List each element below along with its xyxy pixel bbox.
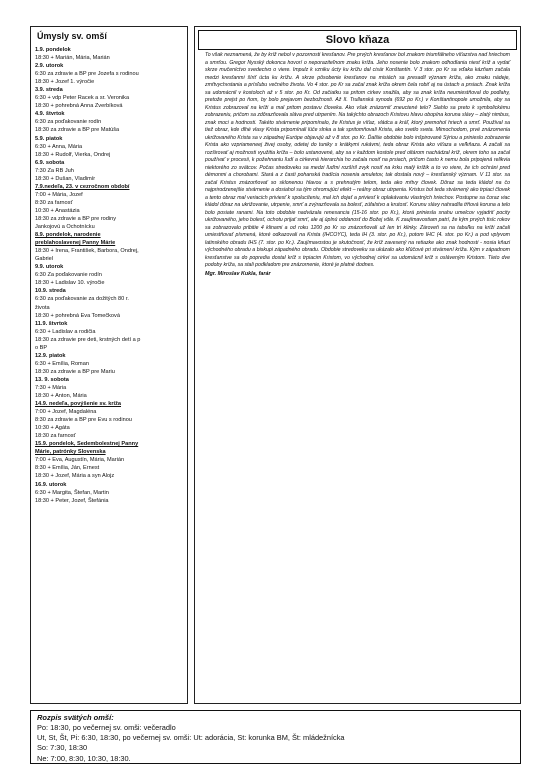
day-heading: 1.9. pondelok <box>35 47 71 53</box>
article-title: Slovo kňaza <box>325 34 390 46</box>
mass-intentions-list <box>35 46 183 505</box>
intention-line: 18:30 + Peter, Jozef, Štefánia <box>35 497 109 504</box>
intention-line: 18:30 + Jozef, Mária a syn Alojz <box>35 473 115 480</box>
intention-line: 6:30 za poďakovanie za dožitých 80 r. <box>35 296 129 303</box>
intention-line: 18:30 + pohrebná Eva Tomečková <box>35 312 120 319</box>
intention-line: 18:30 za zdravie a BP pre Mariu <box>35 368 115 375</box>
day-heading: 12.9. piatok <box>35 352 66 359</box>
intention-line: 6:30 + Ladislav a rodičia <box>35 328 96 335</box>
intention-line: 18:30 + Dušan, Vladimír <box>35 175 96 182</box>
intention-line: 18:30 + pohrebná Anna Zverbíková <box>35 103 123 110</box>
mass-schedule-box <box>30 710 521 764</box>
intention-line: 18:30 + Irena, František, Barbora, Ondrej, <box>35 248 139 255</box>
article-body: To však neznamená, že by kríž nebol v pozornosti kresťanov. Pre prvých kresťanov bol znakom triumfálneho víťazstva nad hriechom a smrťou. Gregor Nysský dokonca hovorí o neporaziteľnom znaku kríža. Jeho nosenie bolo znakom odhodlania niesť kríž a vydať skrze mučeníctvo svedectvo o viere. Impulz k vzniku úcty ku krížu dal cisár Konštantín. V 3 stor. po Kr sa vďaka kázňam začala medzi kresťanmi šíriť úcta ku krížu. A skrze pôsobenie kresťanov na misiách sa presadil význam kríža, ako znaku nádeje, zmŕtvychvstania a prísľubu večného života. Vo 4 stor. po Kr sa začal znak kríža okrem čela robiť aj na ústach a prsiach. Znak kríža sa udomácnil v kostoloch až v 5 stor. po Kr. Od začiatku sa pritom cirkev snažila, aby sa znak kríža neumiestňoval do podlahy, pretože prejst po ňom, by bolo prejavom bezbožnosti. Až II. Trullanská synoda (692 po Kr.) v Konštantinopole umožnila, aby sa Kristus zobrazoval na kríži a mal pritom postavu človeka. Ako však znázorniť zneuctené telo? Siahlo sa preto k symbolickému zobrazeniu, pričom sa zdôrazňovala sláva pred utrpením. Na takýchto obrazoch Kristovu hlavu obopína koruna slávy – zlatý nimbus, znak moci a hodnosti. Takéto stvárnenie pripomínalo, že Kristus je víťaz, vládca a kráľ, ktorý premohol hriech a smrť. Používal sa tiež obraz, kde dlhé vlasy Krista pripomínali lúče slnka a tak spritomňovali Krista, ako svetlo sveta. Mimochodom, prvé znázornenia ukrižovaného Krista sa v západnej Európe objavujú až v 8 stor. po Kr. Ďalšie obdobie bolo inšpirované Sýriou a prinieslo zobrazenie Krista ako vzpriameneej živej osoby, odetej do tuniky s krátkymi rukávmi, teda obraz Krista ako víťaza a veľkňaza. A začali sa rozširovať aj možnosti využitia kríža – bolo ustanovené, aby sa v každom kostole pred oltárom nachádzal kríž, okrem toho sa začal používať v procesii, k požehnaniu ľudí a cirkevná hierarchia ho začala nosiť na prsiach, pričom často k nemu bola pripojená relikvia niektorého zo svätcov. Počas stredoveku sa medzi ľuďmi rozšíril zvyk nosiť na krku malý krížik a to vo viere, že ich ochráni pred démonmi a chorobami. Stará a z časti pohanská tradícia nosenia amuletov, tak dostala nový – kresťanský význam. V 11 stor. sa začal Kristus znázorňovať so sklonenou hlavou a s prehnutým telom, teda ako mŕtvy človek. Dôraz sa teda kládol na čo najprirodzenejšie stvárnenie a dosiahol sa tým ohromujúci efekt – reálny obraz utrpenia. Kristus bol teda stvárnený ako trpiaci človek a tento obraz mal veriacich priviesť k spolucíteniu, mal ich dojať a priviesť k oplakávaniu vlastných hriechov. Postupne sa čoraz viac kládol dôraz na ukrižovanie, utrpenie, smrť a zvýrazňovala sa bolesť, zúfalstvo a krutosť. Korunu slávy nahradila tŕňová koruna a telo bolo posiate ranami. Na toto obdobie nadväzala renesancia (15-16 stor. po Kr.), ktorá priniesla snahu umelcov vyjadriť pocity ukrižovaného, jeho bolesť, ochotu prijať smrť, ale aj úplnú oddanosť do Božej vôle. K zaujímavostiam patrí, že kým prvých tisíc rokov sa zobrazovalo pribitie 4 klinami a od roku 1200 po Kr so znázorňovali už len tri klinky. Zároveň sa na tabuľku na kríži začali umiestňovať písmená, ktoré odkazovali na Krista (IHCOYC), teda IH (3. stor. po Kr.), potom IHC (4. stor. po Kr.) a pod vplyvom latinského obradu IHS (7. stor. po Kr.). Zaujímavostou je skutočnosť, že kríž zavesený na retiazke ako znak hodnosti - nosia kňazi východného obradu a biskupi západného obradu. Obdobie stredoveku sa ukázalo ako kľúčové pri stvárnení kríža. Kým v západnom kresťanstve sa do popredia dostal kríž s trpiacim Kristom, vo východnej cirkvi sa udomácnil kríž s osláveným Kristom. Tieto dve podoby kríža, sa stali podkladom pre znázornenie, ktoré je platné dodnes. <box>205 52 510 269</box>
day-heading: 15.9. pondelok, Sedembolestnej Panny <box>35 441 139 448</box>
intention-line: 7:30 + Mária <box>35 384 67 391</box>
intention-line: 6:30 Za poďakovanie rodín <box>35 272 102 279</box>
article-panel <box>194 26 521 704</box>
day-heading: 11.9. štvrtok <box>35 320 68 327</box>
intention-line: 18:30 + Jozef 1. výročie <box>35 79 95 86</box>
day-heading: 16.9. utorok <box>35 481 67 488</box>
intention-line: 8:30 za zdravie a BP pre Evu s rodinou <box>35 417 132 424</box>
day-heading: Márie, patrónky Slovenska <box>35 449 106 456</box>
day-heading: 5.9. piatok <box>35 135 63 142</box>
intention-line: 18:30 za zdravie a BP pre Matúša <box>35 127 120 134</box>
day-heading: preblahoslavenej Panny Márie <box>35 240 116 247</box>
intention-line: 18:30 + Anton, Mária <box>35 393 87 400</box>
intention-line: 6:30 za poďakovanie rodín <box>35 119 102 126</box>
intention-line: 18:30 + Rudolf, Vierka, Ondrej <box>35 151 111 158</box>
mass-intentions-title: Úmysly sv. omší <box>37 31 107 41</box>
intention-line: 6:30 + Emília, Roman <box>35 360 89 367</box>
intention-line: Jankojovú a Ochotnícku <box>35 224 95 231</box>
article-author: Mgr. Miroslav Kukla, farár <box>205 270 271 277</box>
day-heading: 3.9. streda <box>35 87 63 94</box>
day-heading: 10.9. streda <box>35 288 66 295</box>
day-heading: 6.9. sobota <box>35 159 65 166</box>
day-heading: 8.9. pondelok, narodenie <box>35 232 101 239</box>
day-heading: 4.9. štvrtok <box>35 111 65 118</box>
intention-line: 6:30 + Margita, Štefan, Martin <box>35 489 109 496</box>
intention-line: 18:30 + Marián, Mária, Marián <box>35 55 110 62</box>
intention-line: 10:30 + Anastázia <box>35 207 80 214</box>
intention-line: 6:30 + vdp Peter Racek a sr. Veronika <box>35 95 130 102</box>
schedule-line: So: 7:30, 18:30 <box>37 743 88 753</box>
day-heading: 7.9.nedeľa, 23. v cezročnom období <box>35 183 130 190</box>
intention-line: 6:30 za zdravie a BP pre Jozefa s rodinou <box>35 71 139 78</box>
intention-line: 6:30 + Anna, Mária <box>35 143 83 150</box>
intention-line: 7:00 + Mária, Jozef <box>35 191 83 198</box>
intention-line: o BP <box>35 344 48 351</box>
intention-line: 18:30 za farnosť <box>35 433 76 440</box>
article-header <box>198 30 517 50</box>
schedule-line: Ne: 7:00, 8:30, 10:30, 18:30. <box>37 753 131 763</box>
schedule-title: Rozpis svätých omší: <box>37 713 114 722</box>
day-heading: 13. 9. sobota <box>35 376 69 383</box>
intention-line: života <box>35 304 50 311</box>
intention-line: 7:00 + Jozef, Magdaléna <box>35 409 97 416</box>
schedule-line: Po: 18:30, po večernej sv. omši: večeradlo <box>37 723 176 732</box>
intention-line: 7:00 + Eva, Augustín, Mária, Marián <box>35 457 125 464</box>
day-heading: 9.9. utorok <box>35 264 64 271</box>
intention-line: 18:30 za zdravie a BP pre rodiny <box>35 215 117 222</box>
intention-line: 10:30 + Agáta <box>35 425 70 432</box>
day-heading: 2.9. utorok <box>35 63 64 70</box>
intention-line: 7:30 Za RB Juh <box>35 167 74 174</box>
intention-line: 8:30 + Emília, Ján, Ernest <box>35 465 100 472</box>
intention-line: Gabriel <box>35 256 54 263</box>
intention-line: 18:30 za zdravie pre deti, krstných detí a p <box>35 336 141 343</box>
intention-line: 8:30 za farnosť <box>35 199 73 206</box>
schedule-line: Ut, St, Št, Pi: 6:30, 18:30, po večernej sv. omši: Ut: adorácia, St: korunka BM, Št: mládežnícka <box>37 733 345 743</box>
mass-intentions-panel <box>30 26 188 704</box>
day-heading: 14.9. nedeľa, povýšenie sv. kríža <box>35 401 122 408</box>
intention-line: 18:30 + Ladislav 10. výročie <box>35 280 105 287</box>
